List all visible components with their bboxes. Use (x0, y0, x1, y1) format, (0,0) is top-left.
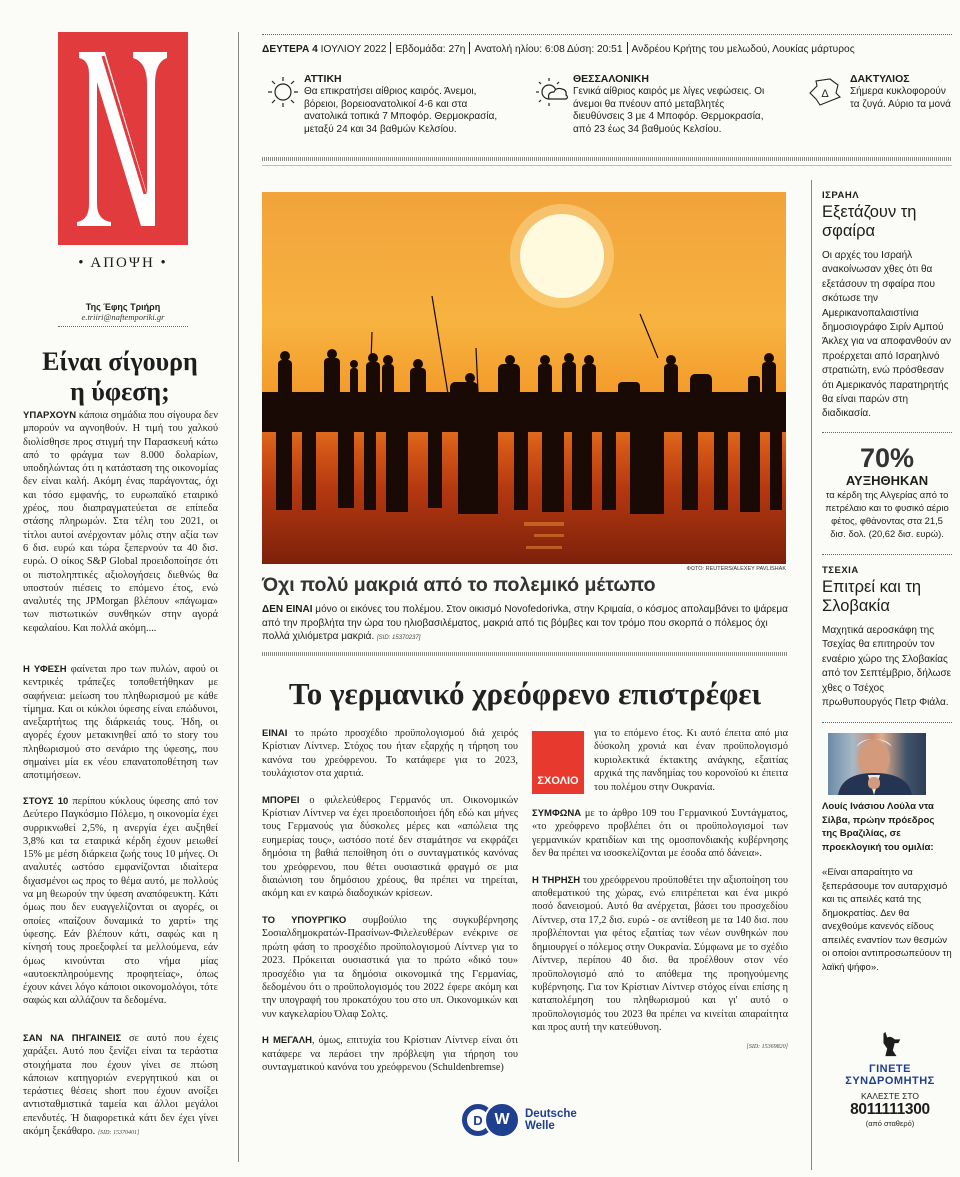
quote-text: «Είναι απαραίτητο να ξεπεράσουμε τον αυταρχισμό και τις απειλές κατά της δημοκρατίας. Δεν θα ανεχθούμε κανενός είδους απειλές εναντίον των θεσμών οι οποίοι αντιπροσωπεύουν τη λαϊκή ψήφο». (822, 867, 952, 973)
dw-logo-icon: D W (460, 1102, 520, 1138)
brief-headline: Εξετάζουν τη σφαίρα (822, 203, 917, 240)
opinion-paragraph: ΣΑΝ ΝΑ ΠΗΓΑΙΝΕΙΣ σε αυτό που έχεις χαράξει. Αυτό που ξενίζει είναι τα τεράστια στοιχήματα που έχουν γίνει σε πτώση κάποιων κατηγοριών ενεργητικού και οι τεράστιες θέσεις short που έχουν ανοίξει αντισταθμιστικά ταμεία και άλλοι μεγάλοι επενδυτές. Ή διαφορετικά κάτι δεν έχει γίνει ακόμη ξεκάθαρο. [SID: 15370401] (23, 1033, 218, 1138)
story-id: [SID: 15369820] (746, 1043, 788, 1050)
n-letter-logo-icon (75, 44, 171, 234)
author-name: Της Έφης Τριήρη (85, 302, 161, 312)
article-headline: Το γερμανικό χρεόφρενο επιστρέφει (288, 676, 762, 711)
opinion-headline: Είναι σίγουρη η ύφεση; (42, 347, 198, 406)
brief-text: Μαχητικά αεροσκάφη της Τσεχίας θα επιτηρούν τον εναέριο χώρο της Σλοβακίας από τον Σεπτέμβριο, δήλωσε χθες ο Τσέχος πρωθυπουργός Πετρ Φιάλα. (822, 624, 952, 708)
brief-text: Οι αρχές του Ισραήλ ανακοίνωσαν χθες ότι θα εξετάσουν τη σφαίρα που σκότωσε την Αμερικανοπαλαιστίνια δημοσιογράφο Σιρίν Αμπού Άκλεχ για να αποφανθούν αν προέρχεται από Ισραηλινό στρατιώτη, ενώ πρόσθεσαν ότι Αμερικανός παρατηρητής θα είναι παρών στη διαδικασία. (822, 250, 952, 420)
ring-road-icon (806, 75, 844, 109)
opinion-paragraph: Η ΥΦΕΣΗ φαίνεται προ των πυλών, αφού οι κεντρικές τράπεζες τοποθετήθηκαν με σαφήνεια: μείωση του πληθωρισμού με κάθε τίμημα. Και οι κύκλοι ύφεσης είναι επώδυνοι, ανεξαρτήτως της διάρκειάς τους. Ήδη, οι αγορές έχουν μετακινηθεί από το story του πληθωρισμού στο σενάριο της ύφεσης, που σημαίνει μία εκ νέου επανατοποθέτηση των αποτιμήσεων. (23, 664, 218, 782)
subscribe-ad[interactable]: ΓΙΝΕΤΕ ΣΥΝΔΡΟΜΗΤΗΣ ΚΑΛΕΣΤΕ ΣΤΟ 8011111300 (από σταθερό) (835, 1030, 945, 1128)
brief-kicker: ΤΣΕΧΙΑ (822, 564, 859, 576)
comment-badge: ΣΧΟΛΙΟ (532, 731, 584, 794)
opinion-paragraph: ΥΠΑΡΧΟΥΝ κάποια σημάδια που σίγουρα δεν μπορούν να αγνοηθούν. Η τιμή του χαλκού διολίσθησε προς στιγμή την Παρασκευή κάτω από το φράγμα των 8.000 δολαρίων, υποδηλώντας ότι η κατάσταση της οικονομίας δεν είναι καλή. Ακόμη ένας παράγοντας, όχι και τόσο εμφανής, το ευρωπαϊκό εταιρικό χρέος, που διαπραγματεύεται σε επίπεδα στάσης πληρωμών. Στα τέλη του 2021, οι τίτλοι αυτοί ανέρχονταν μόλις στην αξία των 6 δισ. ευρώ και τώρα ξεπερνούν τα 40 δισ. ευρώ. Ο οίκος S&P Global προειδοποίησε ότι οι πιστοληπτικές αξιολογήσεις διεθνώς θα υποστούν πιέσεις το επόμενο έτος, ενώ αναλυτές της JPMorgan βλέπουν «πάγωμα» των πιστωτικών συνθηκών στην αγορά κεφαλαίου. Και πολλά ακόμη.... (23, 410, 218, 634)
photo-credit: ΦΩΤΟ: REUTERS/ALEXEY PAVLISHAK (686, 566, 786, 572)
portrait-photo (828, 733, 926, 795)
weather-thessaloniki: ΘΕΣΣΑΛΟΝΙΚΗ Γενικά αίθριος καιρός με λίγες νεφώσεις. Οι άνεμοι θα πνέουν από μεταβλητές διευθύνσεις 3 με 4 Μποφόρ. Θερμοκρασία, από 23 έως 34 βαθμούς Κελσίου. (573, 73, 778, 137)
dateline: ΔΕΥΤΕΡΑ 4 ΙΟΥΛΙΟΥ 2022 Εβδομάδα: 27η Ανατολή ηλίου: 6:08 Δύση: 20:51 Ανδρέου Κρήτης του μελωδού, Λουκίας μάρτυρος (262, 44, 855, 55)
column-divider (238, 32, 239, 1162)
brief-kicker: ΙΣΡΑΗΛ (822, 190, 860, 201)
news-brief-sidebar (822, 190, 952, 974)
article-column-1: ΕΙΝΑΙ το πρώτο προσχέδιο προϋπολογισμού διά χειρός Κρίστιαν Λίντνερ. Στόχος του ήταν εξαρχής η τήρηση του κανόνα του χρεόφρενου. Το κατάφερε για το 2023, τουλάχιστον στα χαρτιά. ΜΠΟΡΕΙ ο φιλελεύθερος Γερμανός υπ. Οικονομικών Κρίστιαν Λίντνερ να έχει προειδοποιήσει ήδη εδώ και μήνες τους Γερμανούς για δύσκολες μέρες και «απώλεια της ευημερίας τους», ωστόσο ποτέ δεν σταμάτησε να εκφράζει δημόσια τη βαθιά πεποίθηση ότι ο συνταγματικός κανόνας του χρεόφρενου, που θέτει ουσιαστικά φραγμό σε μια διαιώνιση του δημόσιου χρέους, θα πρέπει να τηρείται, ακόμη και εν καιρώ διαδοχικών κρίσεων. ΤΟ ΥΠΟΥΡΓΙΚΟ συμβούλιο της συγκυβέρνησης Σοσιαλδημοκρατών-Πρασίνων-Φιλελευθέρων ενέκρινε σε πρώτη φάση το προσχέδιο προϋπολογισμού Λίντνερ για το 2023. Πρόκειται ουσιαστικά για το πρώτο «δικό του» προσχέδιο για τα δημόσια οικονομικά της Γερμανίας, δεδομένου ότι ο προϋπολογισμός του 2022 έφερε ακόμη και την υπογραφή του προκατόχου του στο υπ. Οικονομικών και νυν καγκελαρίου Όλαφ Σολτς. Η ΜΕΓΑΛΗ, όμως, επιτυχία του Κρίστιαν Λίντνερ είναι ότι κατάφερε να περάσει την πρόβλεψη για τήρηση του συνταγματικού κανόνα του χρεόφρενου (Schuldenbremse) (262, 728, 519, 1073)
section-rule (262, 652, 788, 656)
weather-rule (262, 157, 952, 161)
photo-story-headline: Όχι πολύ μακριά από το πολεμικό μέτωπο (262, 574, 656, 596)
stat-number: 70% (859, 442, 915, 473)
sun-icon (266, 75, 300, 109)
opinion-paragraph: ΣΤΟΥΣ 10 περίπου κύκλους ύφεσης από τον Δεύτερο Παγκόσμιο Πόλεμο, η οικονομία έχει συρρικνωθεί 2,5%, η ανεργία έχει αυξηθεί 3,8% και τα εταιρικά κέρδη έχουν μειωθεί 15% με μέση διάρκεια ζωής τους 10 μήνες. Οι αναλυτές ωστόσο εμφανίζονται ιδιαίτερα διχασμένοι ως προς το θέμα αυτό, με πολλούς να μη θεωρούν την ύφεση αναπόφευκτη. Κάτι όμως που δεν ευαγγελίζονται οι αγορές, οι οποίες «παίζουν δυναμικά το χαρτί» της ύφεσης. Εάν βλέπουν κάτι, σαφώς και η κίνησή τους προεξοφλεί τα μελλούμενα, εάν όμως κινούνται στο νήμα μίας «αυτοεκπληρούμενης προφητείας», όπως έχουν κάνει λόγο κάποιοι οικονομολόγοι, τότε σαφώς και αλλάζουν τα δεδομένα. (23, 796, 219, 1007)
stat-text: τα κέρδη της Αλγερίας από το πετρέλαιο και το φυσικό αέριο φέτος, φθάνοντας στα 21,5 δισ. δολ. (20,62 δισ. ευρώ). (825, 488, 949, 539)
byline (58, 302, 188, 327)
sun-cloud-icon (535, 75, 569, 109)
opinion-column (0, 0, 218, 1177)
newspaper-logo (58, 32, 188, 245)
section-label: • ΑΠΟΨΗ • (78, 255, 168, 271)
photo-story-text: ΔΕΝ ΕΙΝΑΙ μόνο οι εικόνες του πολέμου. Στον οικισμό Novofedorivka, στην Κριμαία, ο κόσμος απολαμβάνει το ψάρεμα από την προβλήτα την ώρα του ηλιοβασιλέματος, μακριά από τις βόμβες και τον τρόμο που σκορπά ο πόλεμος όχι πολλά χιλιόμετρα μακριά. [SID: 15370237] (262, 604, 788, 643)
author-email[interactable]: e.triiri@naftemporiki.gr (81, 312, 165, 322)
portrait-image (828, 733, 926, 795)
reader-silhouette-icon (876, 1030, 904, 1058)
pier-silhouette-image (262, 192, 786, 564)
subscribe-phone[interactable]: 8011111300 (850, 1101, 930, 1118)
brief-headline: Επιτρεί και τη Σλοβακία (822, 577, 922, 615)
article-column-2: ΣΧΟΛΙΟ για το επόμενο έτος. Κι αυτό έπειτα από μια δύσκολη χρονιά και έναν προϋπολογισμό κυριολεκτικά έκτακτης ανάγκης, εξαιτίας αρχικά της πανδημίας του κορονοϊού κι έπειτα του πολέμου στην Ουκρανία. ΣΥΜΦΩΝΑ με το άρθρο 109 του Γερμανικού Συντάγματος, «το χρεόφρενο προβλέπει ότι οι προϋπολογισμοί των γερμανικών κρατιδίων και της ομοσπονδιακής κυβέρνησης δεν θα πρέπει να ισοσκελίζονται με έσοδα από δάνεια». Η ΤΗΡΗΣΗ του χρεόφρενου προϋποθέτει την αξιοποίηση του αποθεματικού της χώρας, ενώ επιτρέπεται και ένα μικρό ποσό δανεισμού. Αυτό θα ανέρχεται, βάσει του προσχεδίου Λίντνερ, στα 17,2 δισ. ευρώ - σε αντίθεση με τα 140 δισ. που προβλέπονται για φέτος εξαιτίας των νέων συνθηκών που δημιουργεί ο πόλεμος στην Ουκρανία. Σύμφωνα με το σχέδιο Λίντνερ, περίπου 40 δισ. θα προέλθουν στον νέο προϋπολογισμό από το απόθεμα της προηγούμενης κυβέρνησης. Για τον Κρίστιαν Λίντνερ στόχος είναι επίσης η καταπολέμηση του πληθωρισμού και γι' αυτό ο προϋπολογισμός του 2023 θα πρέπει να κινείται απαραίτητα και προς αυτή την κατεύθυνση. [SID: 15369820] (532, 727, 788, 1054)
top-rule (262, 34, 952, 35)
weather-attiki: ΑΤΤΙΚΗ Θα επικρατήσει αίθριος καιρός. Άνεμοι, βόρειοι, βορειοανατολικοί 4-6 και στα ανατολικά τοπικά 7 Μποφόρ. Θερμοκρασία, μεταξύ 24 και 34 βαθμών Κελσίου. (304, 73, 504, 137)
weather-daktylios: Δ ΔΑΚΤΥΛΙΟΣ Σήμερα κυκλοφορούν τα ζυγά. Αύριο τα μονά (850, 73, 955, 111)
quote-caption: Λουίς Ινάσιου Λούλα ντα Σίλβα, πρώην πρόεδρος της Βραζιλίας, σε προεκλογική του ομιλία: (822, 801, 935, 853)
stat-kicker: ΑΥΞΗΘΗΚΑΝ (845, 472, 929, 488)
sunset-pier-photo (262, 192, 786, 564)
deutsche-welle-logo: D W Deutsche Welle (460, 1102, 577, 1138)
svg-text:Δ: Δ (821, 88, 829, 100)
column-divider (811, 180, 812, 1170)
